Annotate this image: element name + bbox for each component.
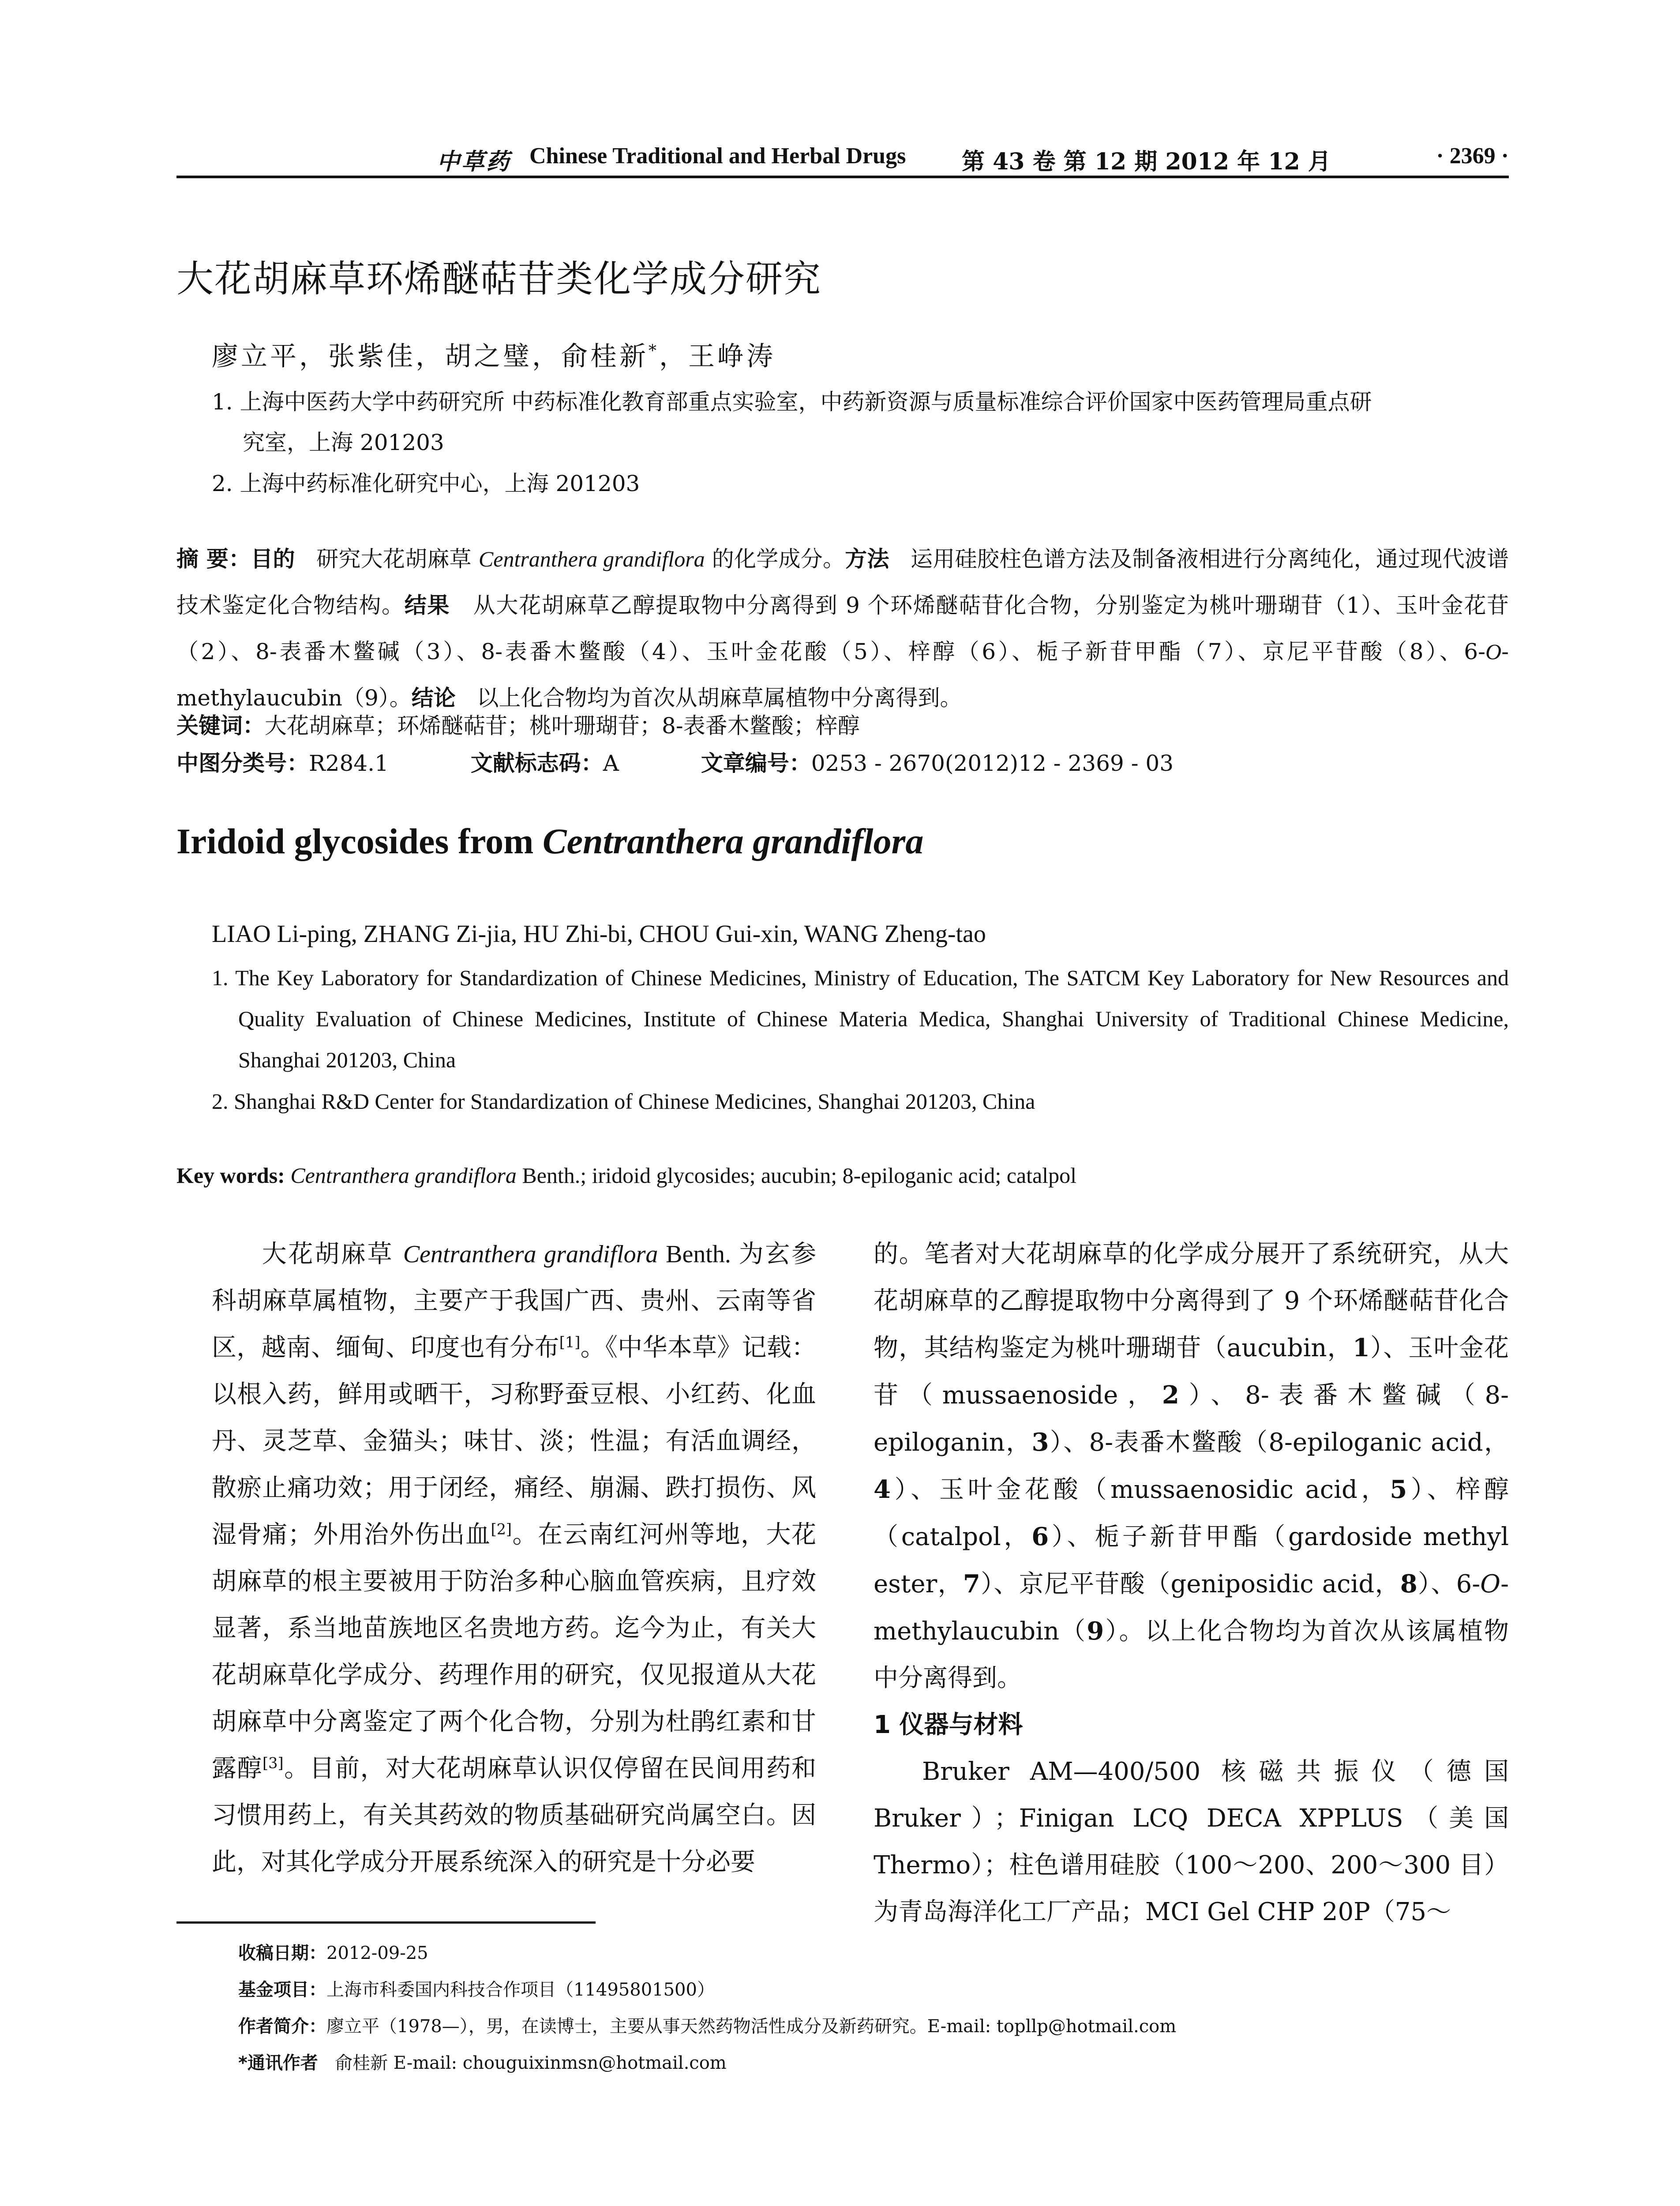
body-right-p7: ）、栀子新苷甲酯（gardoside methyl ester，: [874, 1523, 1509, 1598]
body-right-p1: 的。笔者对大花胡麻草的化学成分展开了系统研究，从大花胡麻草的乙醇提取物中分离得到了 9 个环烯醚萜苷化合物，其结构鉴定为桃叶珊瑚苷（aucubin，: [874, 1240, 1509, 1362]
article-label: 文章编号：: [701, 750, 811, 776]
methods-label: 方法: [845, 546, 889, 572]
doc-value: A: [603, 750, 619, 776]
compound-6: 6: [1031, 1522, 1049, 1551]
section-heading-1: 1 仪器与材料: [874, 1711, 1023, 1739]
keywords-cn-label: 关键词：: [176, 713, 265, 739]
ref-2: [2]: [491, 1520, 512, 1538]
body-right-p6: ）、梓醇（catalpol，: [874, 1475, 1509, 1551]
body-column-right: [874, 1231, 1509, 1936]
compound-3: 3: [1031, 1428, 1049, 1457]
footnote-rule: [176, 1921, 596, 1924]
title-en-species: Centranthera grandiflora: [542, 821, 924, 861]
keywords-en: [176, 1163, 1076, 1188]
footnote-received-text: 2012-09-25: [326, 1943, 428, 1963]
footnote-corresponding-text: 俞桂新 E-mail: chouguixinmsn@hotmail.com: [335, 2053, 727, 2073]
body-right-p8: ）、京尼平苷酸（geniposidic acid，: [980, 1570, 1400, 1598]
conclusion-text: 以上化合物均为首次从胡麻草属植物中分离得到。: [476, 685, 962, 711]
authors-en: LIAO Li-ping, ZHANG Zi-jia, HU Zhi-bi, CHOU Gui-xin, WANG Zheng-tao: [212, 920, 986, 948]
keywords-cn: [176, 708, 860, 740]
clc-value: R284.1: [309, 750, 389, 776]
footnote-funding-label: 基金项目：: [238, 1980, 326, 2000]
ref-1: [1]: [559, 1333, 581, 1351]
body-right-p2: ）、玉叶金花苷（mussaenoside，: [874, 1334, 1509, 1410]
classification-line: [176, 746, 1324, 777]
journal-name-cn: 中草药: [437, 148, 511, 175]
footnote-funding-text: 上海市科委国内科技合作项目（11495801500）: [326, 1980, 715, 2000]
body-right-p5: ）、玉叶金花酸（mussaenosidic acid，: [890, 1475, 1390, 1504]
footnote-received: [238, 1939, 428, 1964]
body-right-p9: ）、6-: [1417, 1570, 1481, 1598]
abstract-cn: [176, 536, 1509, 721]
conclusion-label: 结论: [411, 685, 456, 711]
footnote-author-label: 作者简介：: [238, 2016, 326, 2037]
running-header: [176, 140, 1509, 176]
affiliation-en-1-text: The Key Laboratory for Standardization of Chinese Medicines, Ministry of Education, The SATCM Key Laboratory for New Resources and Quality Evaluation of Chinese Medicines, Institute of Chinese Materia Medica, Shanghai University of Traditional Chinese Medicine, Shanghai 201203, China: [235, 965, 1509, 1072]
body-column-left: [212, 1231, 816, 1886]
footnote-corresponding: [238, 2049, 727, 2074]
authors-cn: [212, 335, 776, 373]
title-cn: 大花胡麻草环烯醚萜苷类化学成分研究: [176, 257, 822, 300]
affiliation-en-1-body: [212, 957, 1509, 1080]
affiliation-en-1: [212, 957, 1509, 1080]
results-label: 结果: [404, 593, 450, 618]
body-right-paragraph: [874, 1231, 1509, 1702]
page-number: · 2369 ·: [1436, 143, 1509, 169]
body-right-p10: -methylaucubin（: [874, 1570, 1509, 1646]
compound-2: 2: [1162, 1381, 1179, 1410]
keywords-en-species: Centranthera grandiflora: [290, 1163, 517, 1188]
results-text: 从大花胡麻草乙醇提取物中分离得到 9 个环烯醚萜苷化合物，分别鉴定为桃叶珊瑚苷（1）、玉叶金花苷（2）、8-表番木鳖碱（3）、8-表番木鳖酸（4）、玉叶金花酸（5）、梓醇（6）、栀子新苷甲酯（7）、京尼平苷酸（8）、6-: [176, 593, 1509, 664]
affiliation-cn-1-text: 1. 上海中医药大学中药研究所 中药标准化教育部重点实验室，中药新资源与质量标准综合评价国家中医药管理局重点研: [212, 389, 1372, 415]
affiliation-cn-1-cont: 究室，上海 201203: [243, 430, 444, 455]
authors-cn-names: 廖立平，张紫佳，胡之璧，俞桂新: [212, 341, 649, 372]
affiliation-cn-1: [212, 382, 1509, 463]
header-rule: [176, 176, 1509, 178]
clc-cell: [176, 746, 389, 777]
title-en-text: Iridoid glycosides from: [176, 821, 543, 861]
body-right-p4: ）、8-表番木鳖酸（8-epiloganic acid，: [1049, 1428, 1509, 1457]
compound-1: 1: [1352, 1333, 1370, 1362]
body-left-p4: 。在云南红河州等地，大花胡麻草的根主要被用于防治多种心脑血管疾病，且疗效显著，系当地苗族地区名贵地方药。迄今为止，有关大花胡麻草化学成分、药理作用的研究，仅见报道从大花胡麻草中分离鉴定了两个化合物，分别为杜鹃红素和甘露醇: [212, 1520, 817, 1783]
journal-name-en: Chinese Traditional and Herbal Drugs: [529, 143, 906, 169]
compound-4: 4: [874, 1475, 891, 1504]
objective-text: 研究大花胡麻草: [316, 546, 479, 572]
body-left-p1: 大花胡麻草: [260, 1240, 403, 1268]
compound-9: 9: [1087, 1617, 1104, 1646]
objective-species: Centranthera grandiflora: [478, 547, 705, 571]
issue-info: 第 43 卷 第 12 期 2012 年 12 月: [962, 148, 1331, 175]
body-right-p11: ）。以上化合物均为首次从该属植物中分离得到。: [874, 1617, 1509, 1692]
title-en: [176, 821, 923, 862]
results-tail: -methylaucubin（9）。: [176, 639, 1509, 711]
results-o: O: [1485, 639, 1502, 664]
footnote-author: [238, 2012, 1176, 2037]
body-left-p5: 。目前，对大花胡麻草认识仅停留在民间用药和习惯用药上，有关其药效的物质基础研究尚属空白。因此，对其化学成分开展系统深入的研究是十分必要: [212, 1754, 817, 1876]
abstract-label: 摘 要：: [176, 546, 251, 572]
body-left-species: Centranthera grandiflora: [403, 1241, 658, 1268]
ref-3: [3]: [262, 1754, 284, 1772]
doc-label: 文献标志码：: [470, 750, 603, 776]
keywords-cn-text: 大花胡麻草；环烯醚萜苷；桃叶珊瑚苷；8-表番木鳖酸；梓醇: [265, 713, 860, 739]
affiliation-en-2: 2. Shanghai R&D Center for Standardization of Chinese Medicines, Shanghai 201203, China: [212, 1089, 1035, 1114]
body-left-p3: 。《中华本草》记载：以根入药，鲜用或晒干，习称野蚕豆根、小红药、化血丹、灵芝草、金猫头；味甘、淡；性温；有活血调经，散瘀止痛功效；用于闭经，痛经、崩漏、跌打损伤、风湿骨痛；外用治外伤出血: [212, 1333, 817, 1549]
clc-label: 中图分类号：: [176, 750, 309, 776]
corresponding-mark: *: [649, 342, 659, 360]
doc-cell: [471, 746, 619, 777]
footnote-author-text: 廖立平（1978—），男，在读博士，主要从事天然药物活性成分及新药研究。E-mail: topllp@hotmail.com: [326, 2016, 1177, 2037]
keywords-en-label: Key words:: [176, 1163, 285, 1188]
objective-tail: 的化学成分。: [705, 546, 845, 572]
footnote-received-label: 收稿日期：: [238, 1943, 326, 1963]
article-cell: [701, 746, 1174, 777]
body-left-p2: Benth. 为玄参科胡麻草属植物，主要产于我国广西、贵州、云南等省区，越南、缅甸、印度也有分布: [212, 1241, 816, 1362]
objective-label: 目的: [251, 546, 295, 572]
affiliation-cn-2: 2. 上海中药标准化研究中心，上海 201203: [212, 471, 640, 496]
methods-text: 运用硅胶柱色谱方法及制备液相进行分离纯化，通过现代波谱技术鉴定化合物结构。: [176, 546, 1509, 618]
compound-7: 7: [963, 1569, 980, 1598]
body-right-o: O: [1480, 1570, 1501, 1598]
section-1-paragraph: Bruker AM—400/500 核磁共振仪（德国 Bruker）；Finigan LCQ DECA XPPLUS（美国 Thermo）；柱色谱用硅胶（100～200、200～300 目）为青岛海洋化工厂产品；MCI Gel CHP 20P（75～: [874, 1757, 1509, 1926]
footnote-funding: [238, 1976, 715, 2001]
body-right-p3: ）、8-表番木鳖碱（8-epiloganin，: [874, 1381, 1509, 1457]
affiliation-en-1-num: 1.: [212, 965, 229, 990]
compound-8: 8: [1400, 1569, 1418, 1598]
article-value: 0253 - 2670(2012)12 - 2369 - 03: [811, 750, 1174, 776]
compound-5: 5: [1390, 1475, 1407, 1504]
keywords-en-text: Benth.; iridoid glycosides; aucubin; 8-epiloganic acid; catalpol: [516, 1163, 1076, 1188]
authors-cn-tail: ，王峥涛: [659, 341, 776, 372]
footnote-corresponding-label: *通讯作者: [238, 2053, 318, 2073]
